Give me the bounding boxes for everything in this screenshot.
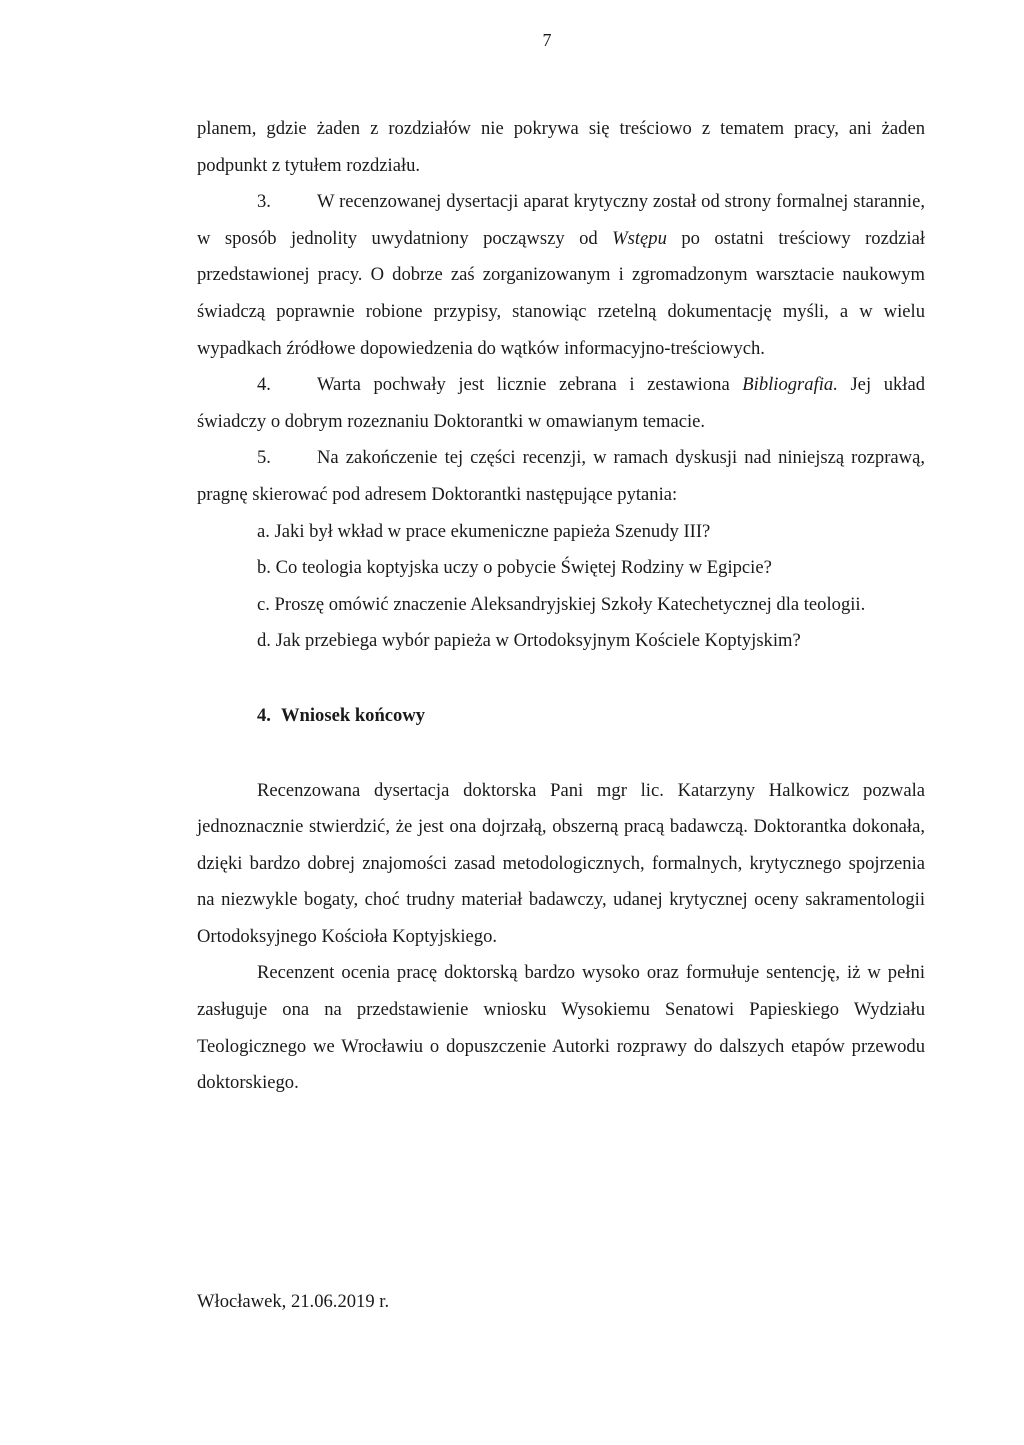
place-date-signature: Włocławek, 21.06.2019 r. bbox=[197, 1291, 390, 1312]
item-number: 3. bbox=[257, 191, 271, 213]
question-item: b. Co teologia koptyjska uczy o pobycie Świętej Rodziny w Egipcie? bbox=[257, 557, 772, 579]
question-item: d. Jak przebiega wybór papieża w Ortodoksyjnym Kościele Koptyjskim? bbox=[257, 630, 801, 652]
paragraph-5 bbox=[197, 440, 925, 513]
paragraph-3-text-cont: po ostatni treściowy rozdział przedstawionej pracy. O dobrze zaś zorganizowanym i zgromadzonym warsztacie naukowym świadczą poprawnie robione przypisy, stanowiąc rzetelną dokumentację myśli, a w wielu wypadkach źródłowe dopowiedzenia do wątków informacyjno-treściowych. bbox=[197, 227, 925, 359]
item-number: 4. bbox=[257, 374, 271, 396]
question-item: c. Proszę omówić znaczenie Aleksandryjskiej Szkoły Katechetycznej dla teologii. bbox=[257, 593, 866, 615]
item-number: 5. bbox=[257, 447, 271, 469]
paragraph-4-text: Warta pochwały jest licznie zebrana i zestawiona bbox=[317, 374, 743, 396]
paragraph-3-emphasis: Wstępu bbox=[612, 227, 667, 249]
section-number: 4. bbox=[257, 704, 271, 726]
paragraph-4 bbox=[197, 367, 925, 440]
paragraph-3-text: W recenzowanej dysertacji aparat krytyczny został od strony formalnej starannie, w sposób jednolity uwydatniony począwszy od bbox=[197, 191, 925, 249]
question-item: a. Jaki był wkład w prace ekumeniczne papieża Szenudy III? bbox=[257, 520, 711, 542]
paragraph-4-emphasis: Bibliografia. bbox=[742, 374, 838, 396]
conclusion-paragraph-1: Recenzowana dysertacja doktorska Pani mgr lic. Katarzyny Halkowicz pozwala jednoznacznie stwierdzić, że jest ona dojrzałą, obszerną pracą badawczą. Doktorantka dokonała, dzięki bardzo dobrej znajomości zasad metodologicznych, formalnych, krytycznego spojrzenia na niezwykle bogaty, choć trudny materiał badawczy, udanej krytycznej oceny sakramentologii Ortodoksyjnego Kościoła Koptyjskiego. bbox=[197, 779, 925, 947]
section-title: Wniosek końcowy bbox=[280, 704, 426, 726]
document-body bbox=[197, 111, 925, 1102]
paragraph-3 bbox=[197, 184, 925, 367]
paragraph-4-text-cont: Jej układ świadczy o dobrym rozeznaniu Doktorantki w omawianym temacie. bbox=[197, 374, 926, 432]
paragraph-intro: planem, gdzie żaden z rozdziałów nie pokrywa się treściowo z tematem pracy, ani żaden podpunkt z tytułem rozdziału. bbox=[197, 118, 925, 176]
page-number: 7 bbox=[542, 30, 552, 50]
conclusion-paragraph-2: Recenzent ocenia pracę doktorską bardzo wysoko oraz formułuje sentencję, iż w pełni zasługuje ona na przedstawienie wniosku Wysokiemu Senatowi Papieskiego Wydziału Teologicznego we Wrocławiu o dopuszczenie Autorki rozprawy do dalszych etapów przewodu doktorskiego. bbox=[197, 962, 925, 1094]
section-heading bbox=[257, 698, 925, 735]
paragraph-5-text: Na zakończenie tej części recenzji, w ramach dyskusji nad niniejszą rozprawą, pragnę skierować pod adresem Doktorantki następujące pytania: bbox=[197, 447, 925, 505]
